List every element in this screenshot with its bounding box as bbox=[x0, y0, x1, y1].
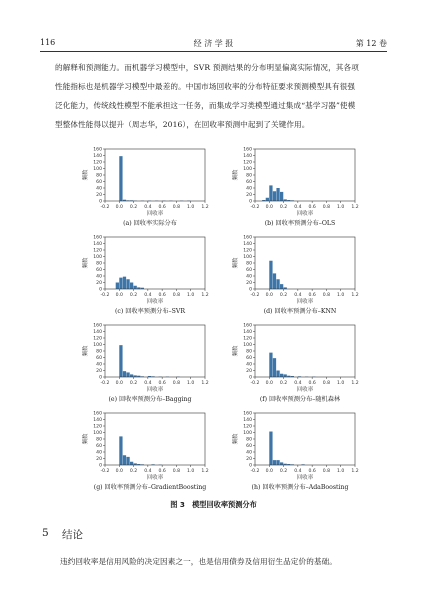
intro-line: 性能指标也是机器学习模型中最差的。中国市场回收率的分布特征要求预测模型具有很强 bbox=[55, 82, 356, 91]
y-tick-label: 60 bbox=[246, 444, 252, 450]
intro-line: 的解释和预测能力。而机器学习模型中，SVR 预测结果的分布明显偏离实际情况，其各项 bbox=[55, 63, 359, 72]
x-tick-label: 0.6 bbox=[308, 205, 316, 210]
y-tick-label: 60 bbox=[96, 444, 102, 450]
y-tick-label: 120 bbox=[93, 336, 102, 342]
y-tick-label: 40 bbox=[96, 362, 102, 368]
y-tick-label: 0 bbox=[99, 199, 102, 205]
y-tick-label: 80 bbox=[246, 261, 252, 267]
x-tick-label: 0.8 bbox=[322, 205, 331, 210]
panel-caption: (d) 回收率预测分布–KNN bbox=[263, 308, 337, 315]
y-tick-label: 120 bbox=[243, 424, 252, 430]
y-tick-label: 40 bbox=[246, 362, 252, 368]
x-tick-label: 0.8 bbox=[172, 469, 181, 474]
y-axis-label: 频数 bbox=[233, 345, 239, 357]
y-tick-label: 160 bbox=[93, 323, 102, 329]
histogram-chart bbox=[75, 145, 225, 225]
y-tick-label: 20 bbox=[96, 369, 102, 375]
x-tick-label: 0.2 bbox=[129, 293, 138, 298]
y-tick-label: 120 bbox=[243, 336, 252, 342]
histogram-bar bbox=[269, 432, 272, 465]
x-tick-label: 1.0 bbox=[337, 205, 345, 210]
x-tick-label: 1.0 bbox=[337, 381, 345, 386]
histogram-chart bbox=[75, 233, 225, 313]
x-tick-label: -0.2 bbox=[100, 469, 110, 474]
volume-label: 第 12 卷 bbox=[355, 39, 387, 48]
y-tick-label: 100 bbox=[243, 255, 252, 261]
x-tick-label: 0.4 bbox=[294, 293, 302, 298]
x-axis-label: 回收率 bbox=[296, 387, 314, 393]
histogram-bar bbox=[123, 371, 126, 377]
y-tick-label: 80 bbox=[96, 173, 102, 179]
x-tick-label: 1.2 bbox=[351, 293, 359, 298]
histogram-bar bbox=[116, 283, 119, 290]
histogram-bar bbox=[273, 273, 276, 289]
y-tick-label: 160 bbox=[243, 235, 252, 241]
x-tick-label: 0.8 bbox=[172, 293, 181, 298]
histogram-bar bbox=[134, 286, 137, 289]
x-tick-label: 0.6 bbox=[158, 381, 166, 386]
histogram-bar bbox=[123, 277, 126, 289]
y-tick-label: 100 bbox=[93, 431, 102, 437]
y-axis-label: 频数 bbox=[83, 433, 89, 445]
x-tick-label: 1.0 bbox=[337, 469, 345, 474]
y-tick-label: 100 bbox=[93, 255, 102, 261]
histogram-bar bbox=[130, 283, 133, 290]
y-tick-label: 140 bbox=[243, 154, 252, 160]
histogram-bar bbox=[276, 279, 279, 289]
x-tick-label: 0.0 bbox=[265, 205, 273, 210]
y-tick-label: 140 bbox=[93, 242, 102, 248]
y-tick-label: 20 bbox=[96, 281, 102, 287]
y-tick-label: 0 bbox=[99, 375, 102, 381]
histogram-bar bbox=[269, 185, 272, 201]
x-tick-label: 0.4 bbox=[294, 469, 302, 474]
y-tick-label: 20 bbox=[246, 457, 252, 463]
x-tick-label: 0.0 bbox=[115, 205, 123, 210]
y-tick-label: 40 bbox=[96, 450, 102, 456]
y-tick-label: 120 bbox=[243, 248, 252, 254]
histogram-bar bbox=[273, 460, 276, 465]
x-tick-label: 1.2 bbox=[201, 293, 209, 298]
x-tick-label: -0.2 bbox=[100, 293, 110, 298]
y-tick-label: 80 bbox=[96, 261, 102, 267]
y-axis-label: 频数 bbox=[233, 257, 239, 269]
x-tick-label: 0.2 bbox=[279, 469, 288, 474]
y-tick-label: 120 bbox=[93, 424, 102, 430]
x-tick-label: 1.2 bbox=[201, 381, 209, 386]
x-tick-label: 1.0 bbox=[187, 469, 195, 474]
y-tick-label: 160 bbox=[93, 411, 102, 417]
x-tick-label: 0.4 bbox=[144, 469, 152, 474]
y-tick-label: 60 bbox=[246, 356, 252, 362]
histogram-bar bbox=[273, 358, 276, 377]
histogram-bar bbox=[280, 192, 283, 201]
y-tick-label: 100 bbox=[93, 167, 102, 173]
y-tick-label: 20 bbox=[246, 193, 252, 199]
histogram-chart bbox=[225, 233, 375, 313]
x-tick-label: 1.0 bbox=[187, 205, 195, 210]
histogram-bar bbox=[126, 457, 129, 465]
x-tick-label: 0.4 bbox=[144, 293, 152, 298]
y-tick-label: 80 bbox=[96, 437, 102, 443]
histogram-bar bbox=[276, 188, 279, 201]
x-tick-label: -0.2 bbox=[250, 293, 260, 298]
x-tick-label: 0.2 bbox=[279, 293, 288, 298]
panel-caption: (a) 回收率实际分布 bbox=[123, 220, 177, 227]
histogram-bar bbox=[126, 372, 129, 377]
y-tick-label: 60 bbox=[246, 180, 252, 186]
x-tick-label: 1.0 bbox=[187, 381, 195, 386]
x-tick-label: 1.2 bbox=[351, 381, 359, 386]
x-axis-label: 回收率 bbox=[146, 299, 164, 305]
x-tick-label: 0.8 bbox=[322, 381, 331, 386]
x-tick-label: 0.8 bbox=[322, 469, 331, 474]
y-tick-label: 20 bbox=[246, 281, 252, 287]
page-number: 116 bbox=[40, 38, 56, 47]
y-tick-label: 80 bbox=[246, 173, 252, 179]
x-tick-label: 0.4 bbox=[294, 381, 302, 386]
histogram-bar bbox=[123, 455, 126, 465]
x-tick-label: 0.6 bbox=[158, 205, 166, 210]
x-tick-label: -0.2 bbox=[100, 381, 110, 386]
panel-caption: (h) 回收率预测分布–AdaBoosting bbox=[251, 484, 349, 491]
body-line: 违约回收率是信用风险的决定因素之一，也是信用债券及信用衍生品定价的基础。 bbox=[60, 557, 337, 566]
histogram-chart bbox=[75, 321, 225, 401]
x-tick-label: 0.6 bbox=[308, 381, 316, 386]
y-tick-label: 160 bbox=[243, 147, 252, 153]
x-tick-label: 1.0 bbox=[337, 293, 345, 298]
y-axis-label: 频数 bbox=[83, 169, 89, 181]
histogram-bar bbox=[119, 278, 122, 289]
y-tick-label: 140 bbox=[243, 418, 252, 424]
histogram-bar bbox=[130, 462, 133, 465]
histogram-bar bbox=[119, 345, 122, 377]
y-tick-label: 40 bbox=[96, 186, 102, 192]
x-tick-label: 0.2 bbox=[129, 469, 138, 474]
x-tick-label: 0.0 bbox=[265, 381, 273, 386]
intro-line: 泛化能力，传统线性模型不能承担这一任务，而集成学习类模型通过集成“基学习器”使模 bbox=[55, 101, 356, 110]
y-tick-label: 160 bbox=[243, 411, 252, 417]
y-tick-label: 140 bbox=[93, 154, 102, 160]
y-tick-label: 0 bbox=[249, 375, 252, 381]
x-tick-label: 1.2 bbox=[351, 205, 359, 210]
y-tick-label: 60 bbox=[96, 268, 102, 274]
x-tick-label: 1.2 bbox=[201, 205, 209, 210]
y-axis-label: 频数 bbox=[83, 257, 89, 269]
journal-name: 经 济 学 报 bbox=[193, 39, 234, 48]
x-tick-label: 0.2 bbox=[129, 205, 138, 210]
y-tick-label: 60 bbox=[246, 268, 252, 274]
panel-caption: (e) 回收率预测分布–Bagging bbox=[108, 396, 192, 403]
y-tick-label: 80 bbox=[246, 437, 252, 443]
y-tick-label: 80 bbox=[246, 349, 252, 355]
x-tick-label: 0.6 bbox=[158, 469, 166, 474]
y-tick-label: 140 bbox=[93, 418, 102, 424]
y-tick-label: 120 bbox=[93, 160, 102, 166]
histogram-bar bbox=[280, 284, 283, 289]
histogram-bar bbox=[126, 279, 129, 289]
histogram-bar bbox=[280, 462, 283, 465]
x-tick-label: 1.2 bbox=[201, 469, 209, 474]
histogram-bar bbox=[119, 156, 122, 201]
histogram-bar bbox=[266, 198, 269, 201]
y-tick-label: 80 bbox=[96, 349, 102, 355]
x-axis-label: 回收率 bbox=[296, 211, 314, 217]
histogram-bar bbox=[269, 261, 272, 289]
x-tick-label: 0.6 bbox=[158, 293, 166, 298]
x-tick-label: 0.0 bbox=[265, 469, 273, 474]
y-tick-label: 60 bbox=[96, 180, 102, 186]
x-tick-label: -0.2 bbox=[250, 381, 260, 386]
x-tick-label: -0.2 bbox=[100, 205, 110, 210]
histogram-bar bbox=[269, 353, 272, 377]
y-tick-label: 40 bbox=[96, 274, 102, 280]
y-axis-label: 频数 bbox=[233, 169, 239, 181]
histogram-bar bbox=[280, 374, 283, 377]
y-tick-label: 140 bbox=[243, 242, 252, 248]
panel-caption: (g) 回收率预测分布–GradientBoosting bbox=[93, 484, 207, 491]
y-axis-label: 频数 bbox=[233, 433, 239, 445]
intro-line: 型整体性能得以提升（周志华，2016），在回收率预测中起到了关键作用。 bbox=[55, 120, 310, 129]
histogram-chart bbox=[75, 409, 225, 489]
x-tick-label: 0.2 bbox=[129, 381, 138, 386]
x-tick-label: -0.2 bbox=[250, 469, 260, 474]
x-tick-label: 0.6 bbox=[308, 293, 316, 298]
x-tick-label: 0.0 bbox=[115, 293, 123, 298]
y-tick-label: 100 bbox=[93, 343, 102, 349]
x-axis-label: 回收率 bbox=[296, 299, 314, 305]
y-tick-label: 0 bbox=[249, 287, 252, 293]
x-axis-label: 回收率 bbox=[146, 475, 164, 481]
panel-caption: (b) 回收率预测分布–OLS bbox=[264, 220, 336, 227]
x-axis-label: 回收率 bbox=[146, 387, 164, 393]
x-tick-label: 0.8 bbox=[322, 293, 331, 298]
header-rule bbox=[40, 51, 387, 52]
y-tick-label: 40 bbox=[246, 186, 252, 192]
y-tick-label: 100 bbox=[243, 431, 252, 437]
x-tick-label: 0.2 bbox=[279, 205, 288, 210]
x-axis-label: 回收率 bbox=[146, 211, 164, 217]
y-tick-label: 140 bbox=[93, 330, 102, 336]
y-tick-label: 160 bbox=[93, 147, 102, 153]
x-tick-label: 0.6 bbox=[308, 469, 316, 474]
x-axis-label: 回收率 bbox=[296, 475, 314, 481]
y-tick-label: 0 bbox=[99, 287, 102, 293]
histogram-chart bbox=[225, 409, 375, 489]
y-tick-label: 20 bbox=[96, 457, 102, 463]
y-tick-label: 0 bbox=[249, 199, 252, 205]
y-tick-label: 120 bbox=[93, 248, 102, 254]
x-tick-label: 0.0 bbox=[115, 381, 123, 386]
x-tick-label: 0.4 bbox=[144, 205, 152, 210]
figure-title: 图 3 模型回收率预测分布 bbox=[170, 500, 257, 509]
histogram-bar bbox=[284, 374, 287, 377]
y-tick-label: 120 bbox=[243, 160, 252, 166]
y-tick-label: 40 bbox=[246, 274, 252, 280]
x-tick-label: 0.2 bbox=[279, 381, 288, 386]
panel-caption: (f) 回收率预测分布–随机森林 bbox=[259, 396, 341, 403]
histogram-bar bbox=[130, 374, 133, 377]
y-axis-label: 频数 bbox=[83, 345, 89, 357]
histogram-bar bbox=[273, 191, 276, 201]
histogram-bar bbox=[276, 460, 279, 465]
y-tick-label: 100 bbox=[243, 167, 252, 173]
histogram-chart bbox=[225, 145, 375, 225]
x-tick-label: 0.4 bbox=[294, 205, 302, 210]
y-tick-label: 20 bbox=[246, 369, 252, 375]
y-tick-label: 100 bbox=[243, 343, 252, 349]
x-tick-label: 1.2 bbox=[351, 469, 359, 474]
x-tick-label: 0.0 bbox=[265, 293, 273, 298]
x-tick-label: -0.2 bbox=[250, 205, 260, 210]
y-tick-label: 0 bbox=[99, 463, 102, 469]
y-tick-label: 60 bbox=[96, 356, 102, 362]
x-tick-label: 0.4 bbox=[144, 381, 152, 386]
x-tick-label: 0.8 bbox=[172, 205, 181, 210]
x-tick-label: 0.8 bbox=[172, 381, 181, 386]
y-tick-label: 20 bbox=[96, 193, 102, 199]
y-tick-label: 160 bbox=[93, 235, 102, 241]
y-tick-label: 40 bbox=[246, 450, 252, 456]
y-tick-label: 160 bbox=[243, 323, 252, 329]
y-tick-label: 0 bbox=[249, 463, 252, 469]
section-title: 结论 bbox=[62, 529, 83, 541]
panel-caption: (c) 回收率预测分布–SVR bbox=[114, 308, 186, 315]
histogram-bar bbox=[276, 371, 279, 378]
x-tick-label: 1.0 bbox=[187, 293, 195, 298]
histogram-chart bbox=[225, 321, 375, 401]
y-tick-label: 140 bbox=[243, 330, 252, 336]
x-tick-label: 0.0 bbox=[115, 469, 123, 474]
section-number: 5 bbox=[42, 527, 49, 539]
histogram-bar bbox=[119, 436, 122, 465]
